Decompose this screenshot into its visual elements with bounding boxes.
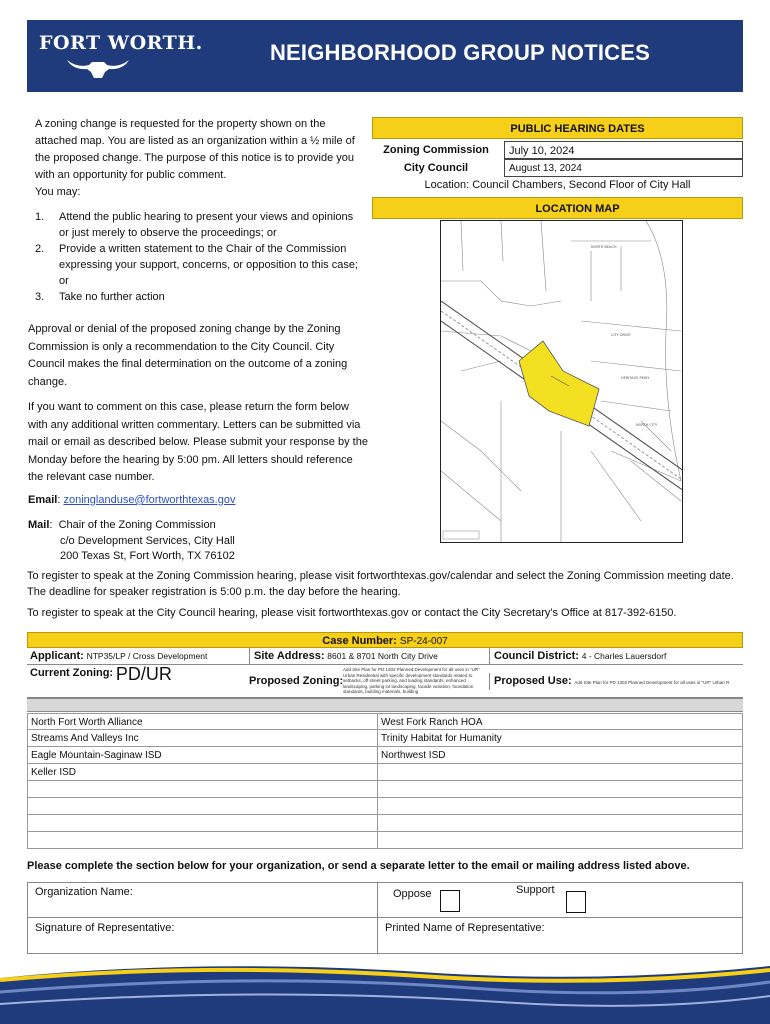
org-right [377,781,743,797]
org-right [377,832,743,848]
org-left [27,815,377,831]
proposed-use-label: Proposed Use: [494,675,572,687]
current-zoning-cell [30,665,172,682]
proposed-zoning-value: Add Site Plan for PD 1302 Planned Development for all uses in "UR" Urban Residential with specific development standards related to setbacks, off street parking, and loading standards, enhanced landscaping, parking lot landscaping, facade variation, foundation standards, building materials, building [343,667,480,694]
applicant-cell [30,648,207,665]
organization-name-label: Organization Name: [35,886,133,898]
proposed-zoning-label-cell [249,673,343,690]
mail-line-3: 200 Texas St, Fort Worth, TX 76102 [60,550,235,562]
org-row [27,781,743,798]
register-council-text: To register to speak at the City Council hearing, please visit fortworthtexas.gov or contact the City Secretary's Office at 817-392-6150. [27,607,677,619]
hearing-location: Location: Council Chambers, Second Floor of City Hall [424,179,691,191]
proposed-use-value: Add Site Plan for PD 1302 Planned Development for all uses in "UR" Urban R [574,680,730,685]
current-zoning-label: Current Zoning: [30,667,114,679]
comment-paragraph: If you want to comment on this case, please return the form below with any additional written commentary. Letters can be submitted via mail or email as described below. Please submit your response by the Monday before the hearing by 5:00 pm. All letters should reference the relevant case number. [28,401,368,483]
approval-paragraph: Approval or denial of the proposed zoning change by the Zoning Commission is only a recommendation to the City Council. City Council makes the final determination on the outcome of a zoning change. [28,323,348,388]
applicant-value: NTP35/LP / Cross Development [86,651,208,661]
location-map [440,220,683,543]
council-district-label: Council District: [494,650,579,662]
option-text: Take no further action [59,291,165,303]
support-checkbox[interactable] [566,891,586,913]
current-zoning-value: PD/UR [115,664,172,684]
option-number: 1. [35,211,45,223]
option-text: Attend the public hearing to present your views and opinions or just merely to observe the proceedings; or [59,211,354,239]
mail-line-2: c/o Development Services, City Hall [60,534,235,547]
grey-separator [27,698,743,712]
options-list [35,209,365,305]
map-graphic [441,221,683,543]
site-address-label: Site Address: [254,650,325,662]
oppose-checkbox[interactable] [440,890,460,912]
oppose-label: Oppose [393,888,432,900]
option-text: Provide a written statement to the Chair of the Commission expressing your support, concerns, or opposition to this case; or [59,243,358,287]
org-right: West Fork Ranch HOA [377,714,743,729]
register-zoning-text: To register to speak at the Zoning Commission hearing, please visit fortworthtexas.gov/calendar and select the Zoning Commission meeting date. The deadline for speaker registration is 5:00 p.m. the day before the hearing. [27,570,734,598]
city-council-row [372,159,743,177]
case-row-applicant [27,648,743,665]
case-number-bar [27,632,743,648]
you-may-label: You may: [35,186,81,198]
council-district-cell [489,648,666,665]
mail-label: Mail [28,519,50,531]
form-instruction: Please complete the section below for your organization, or send a separate letter to the email or mailing address listed above. [27,860,690,872]
org-left [27,798,377,814]
logo-text: FORT WORTH. [39,32,203,54]
org-left: Eagle Mountain-Saginaw ISD [27,747,377,763]
org-row [27,764,743,781]
org-right [377,798,743,814]
subject-parcel [519,341,599,426]
org-left: North Fort Worth Alliance [27,714,377,729]
form-divider [377,883,378,953]
mail-block: Mail: Chair of the Zoning Commission c/o Development Services, City Hall 200 Texas St, Fort Worth, TX 76102 [28,518,235,565]
org-left: Keller ISD [27,764,377,780]
org-left: Streams And Valleys Inc [27,730,377,746]
signature-label: Signature of Representative: [35,922,175,934]
org-row [27,713,743,730]
council-district-value: 4 - Charles Lauersdorf [581,651,667,661]
option-item [35,289,365,305]
email-line: Email: zoninglanduse@fortworthtexas.gov [28,494,236,506]
option-number: 2. [35,243,45,255]
svg-text:NORTH BEACH: NORTH BEACH [591,245,617,249]
zoning-commission-date: July 10, 2024 [504,141,743,159]
org-left [27,832,377,848]
case-table [27,632,743,712]
hearing-dates-box [372,117,743,197]
case-number-label: Case Number: [322,635,397,647]
option-number: 3. [35,291,45,303]
org-row [27,798,743,815]
header-banner [27,20,743,92]
page-title: NEIGHBORHOOD GROUP NOTICES [269,40,651,65]
org-right [377,764,743,780]
printed-name-label: Printed Name of Representative: [385,922,545,934]
intro-paragraph: A zoning change is requested for the property shown on the attached map. You are listed as an organization within a ½ mile of the proposed change. The purpose of this notice is to provide you with an opportunity for public comment. [35,118,355,181]
form-divider [28,917,742,918]
response-form [27,882,743,954]
svg-text:HERITAGE PKWY: HERITAGE PKWY [621,376,650,380]
org-right: Trinity Habitat for Humanity [377,730,743,746]
organizations-table [27,713,743,849]
org-right [377,815,743,831]
location-map-title: LOCATION MAP [372,197,743,219]
org-left [27,781,377,797]
case-row-zoning [27,665,743,698]
mail-line-1: Chair of the Zoning Commission [58,519,216,531]
support-label: Support [516,884,555,896]
city-council-date: August 13, 2024 [504,159,743,177]
svg-text:NORTH CITY: NORTH CITY [636,423,658,427]
hearing-dates-title: PUBLIC HEARING DATES [372,117,743,139]
option-item [35,209,365,241]
city-council-label: City Council [403,162,469,174]
longhorn-icon [65,56,131,80]
case-number: SP-24-007 [399,636,448,647]
proposed-use-cell [489,673,743,690]
option-item [35,241,365,289]
intro-text [35,116,365,201]
applicant-label: Applicant: [30,650,84,662]
email-label: Email [28,494,58,506]
site-address-value: 8601 & 8701 North City Drive [327,651,438,661]
zoning-commission-row [372,141,743,159]
org-row [27,815,743,832]
site-address-cell [249,648,438,665]
org-row [27,747,743,764]
fort-worth-logo [35,30,203,82]
email-link[interactable]: zoninglanduse@fortworthtexas.gov [63,494,236,506]
org-row [27,832,743,849]
footer-swoosh [0,958,770,1024]
org-row [27,730,743,747]
zoning-commission-label: Zoning Commission [383,144,489,156]
org-right: Northwest ISD [377,747,743,763]
svg-text:CITY DRIVE: CITY DRIVE [611,333,631,337]
proposed-zoning-label: Proposed Zoning: [249,675,344,687]
